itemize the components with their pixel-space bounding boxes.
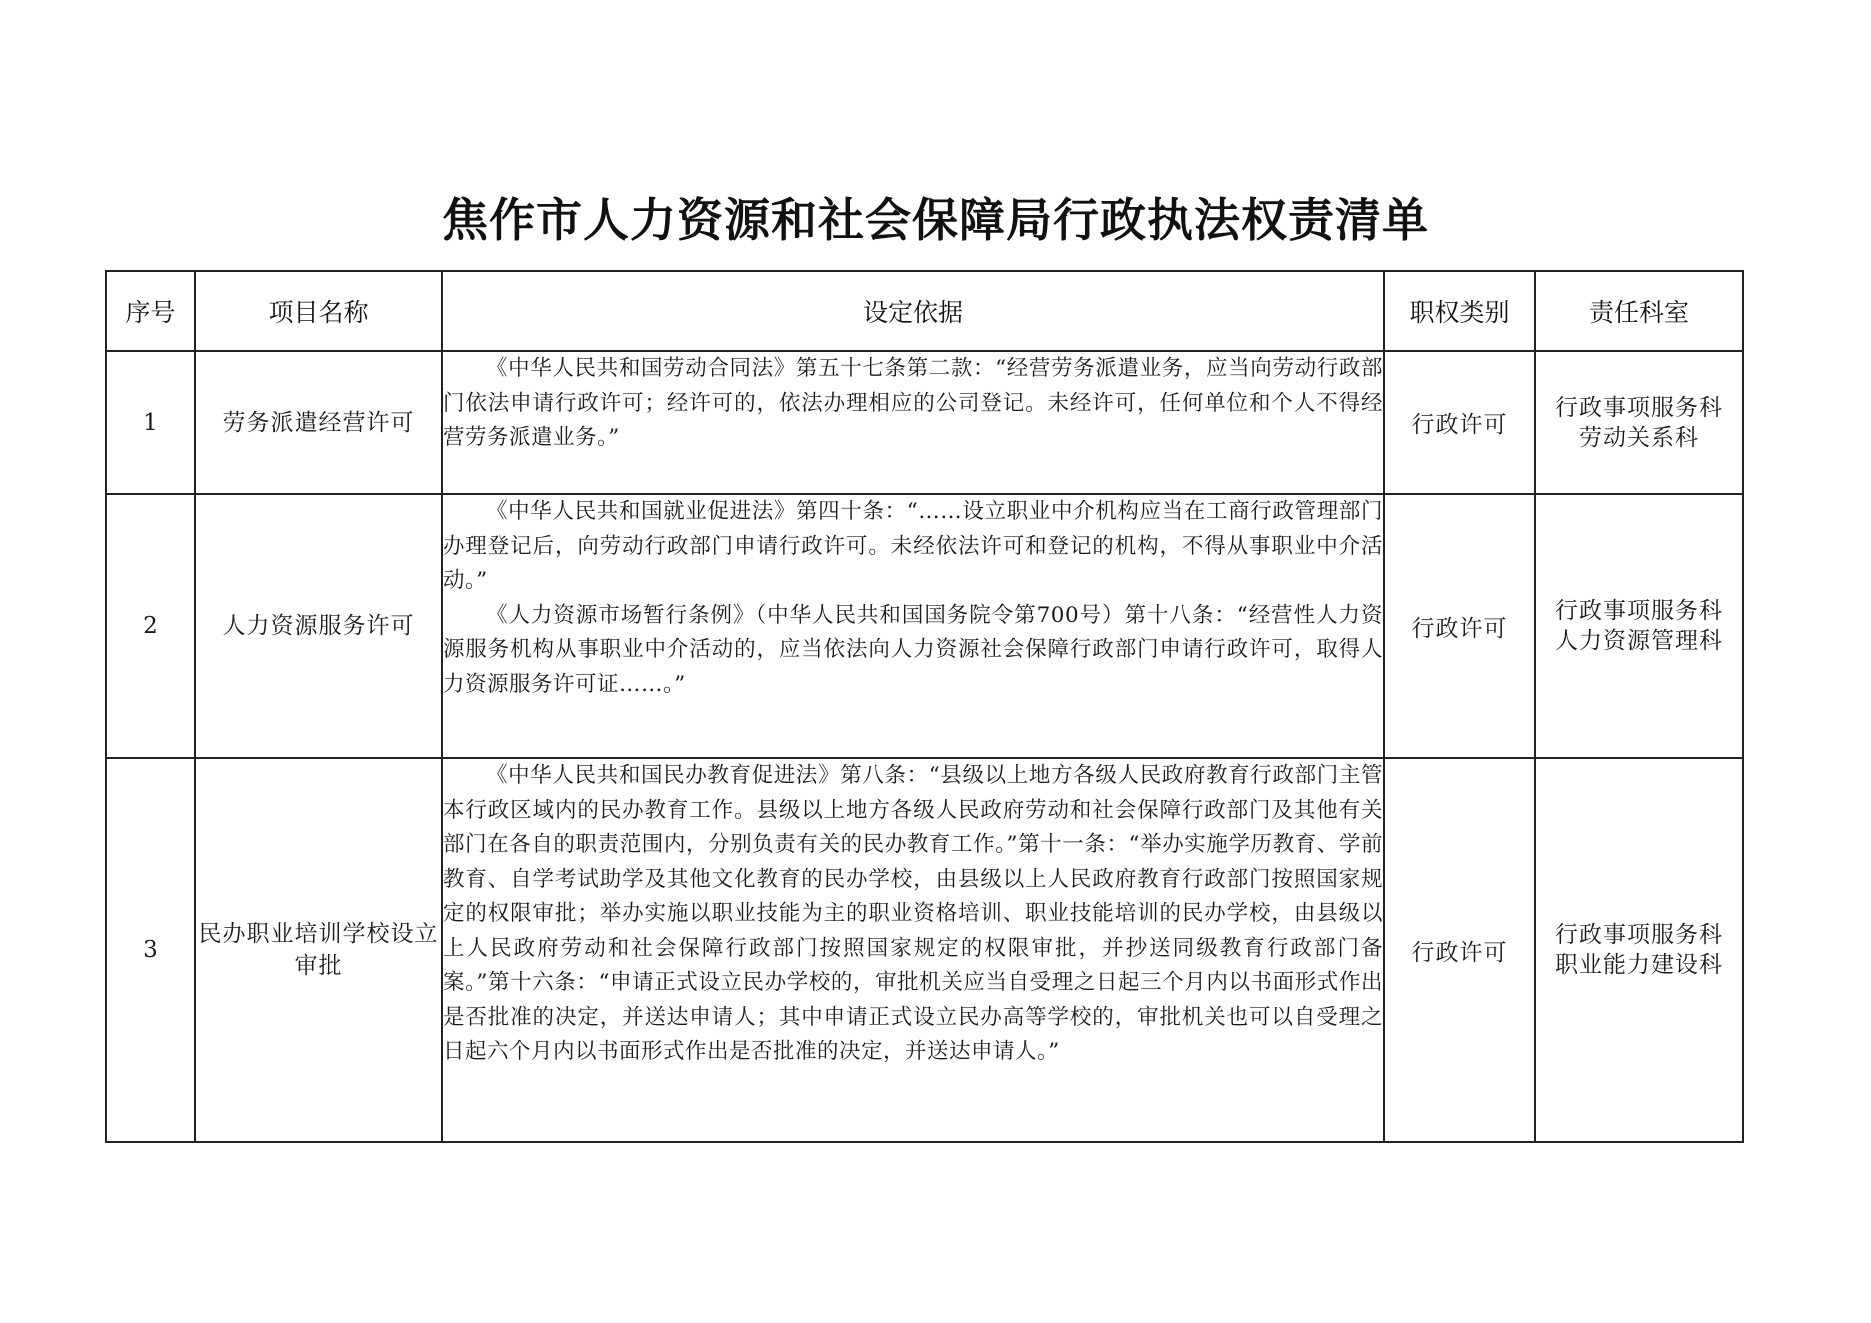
dept-name: 人力资源管理科 <box>1555 628 1723 654</box>
table-row <box>106 494 1743 758</box>
row-dept <box>1535 351 1743 494</box>
header-category: 职权类别 <box>1384 271 1535 351</box>
dept-name: 职业能力建设科 <box>1555 952 1723 978</box>
header-dept: 责任科室 <box>1535 271 1743 351</box>
table-row <box>106 758 1743 1142</box>
basis-paragraph: 《中华人民共和国就业促进法》第四十条：“……设立职业中介机构应当在工商行政管理部门办理登记后，向劳动行政部门申请行政许可。未经依法许可和登记的机构，不得从事职业中介活动。” <box>443 499 1383 593</box>
row-seq: 3 <box>106 758 195 1142</box>
row-dept <box>1535 758 1743 1142</box>
row-dept <box>1535 494 1743 758</box>
row-seq: 2 <box>106 494 195 758</box>
header-seq: 序号 <box>106 271 195 351</box>
row-category: 行政许可 <box>1384 758 1535 1142</box>
row-item-name: 民办职业培训学校设立审批 <box>195 758 442 1142</box>
dept-name: 行政事项服务科 <box>1555 922 1723 948</box>
table-header-row <box>106 271 1743 351</box>
dept-name: 行政事项服务科 <box>1555 598 1723 624</box>
basis-paragraph: 《中华人民共和国民办教育促进法》第八条：“县级以上地方各级人民政府教育行政部门主管本行政区域内的民办教育工作。县级以上地方各级人民政府劳动和社会保障行政部门及其他有关部门在各自的职责范围内，分别负责有关的民办教育工作。”第十一条：“举办实施学历教育、学前教育、自学考试助学及其他文化教育的民办学校，由县级以上人民政府教育行政部门按照国家规定的权限审批；举办实施以职业技能为主的职业资格培训、职业技能培训的民办学校，由县级以上人民政府劳动和社会保障行政部门按照国家规定的权限审批，并抄送同级教育行政部门备案。”第十六条：“申请正式设立民办学校的，审批机关应当自受理之日起三个月内以书面形式作出是否批准的决定，并送达申请人；其中申请正式设立民办高等学校的，审批机关也可以自受理之日起六个月内以书面形式作出是否批准的决定，并送达申请人。” <box>443 763 1383 1064</box>
page-title: 焦作市人力资源和社会保障局行政执法权责清单 <box>442 193 1429 247</box>
basis-paragraph: 《中华人民共和国劳动合同法》第五十七条第二款：“经营劳务派遣业务，应当向劳动行政部门依法申请行政许可；经许可的，依法办理相应的公司登记。未经许可，任何单位和个人不得经营劳务派遣业务。” <box>443 356 1383 450</box>
row-item-name: 人力资源服务许可 <box>195 494 442 758</box>
row-category: 行政许可 <box>1384 351 1535 494</box>
row-seq: 1 <box>106 351 195 494</box>
row-basis <box>442 351 1384 494</box>
table-row <box>106 351 1743 494</box>
header-basis: 设定依据 <box>442 271 1384 351</box>
row-basis <box>442 758 1384 1142</box>
row-item-name: 劳务派遣经营许可 <box>195 351 442 494</box>
dept-name: 行政事项服务科 <box>1555 394 1723 421</box>
row-basis <box>442 494 1384 758</box>
duty-table <box>105 270 1744 1143</box>
header-name: 项目名称 <box>195 271 442 351</box>
dept-name: 劳动关系科 <box>1579 424 1699 451</box>
basis-paragraph: 《人力资源市场暂行条例》（中华人民共和国国务院令第700号）第十八条：“经营性人力资源服务机构从事职业中介活动的，应当依法向人力资源社会保障行政部门申请行政许可，取得人力资源服务许可证……。” <box>443 602 1383 697</box>
row-category: 行政许可 <box>1384 494 1535 758</box>
